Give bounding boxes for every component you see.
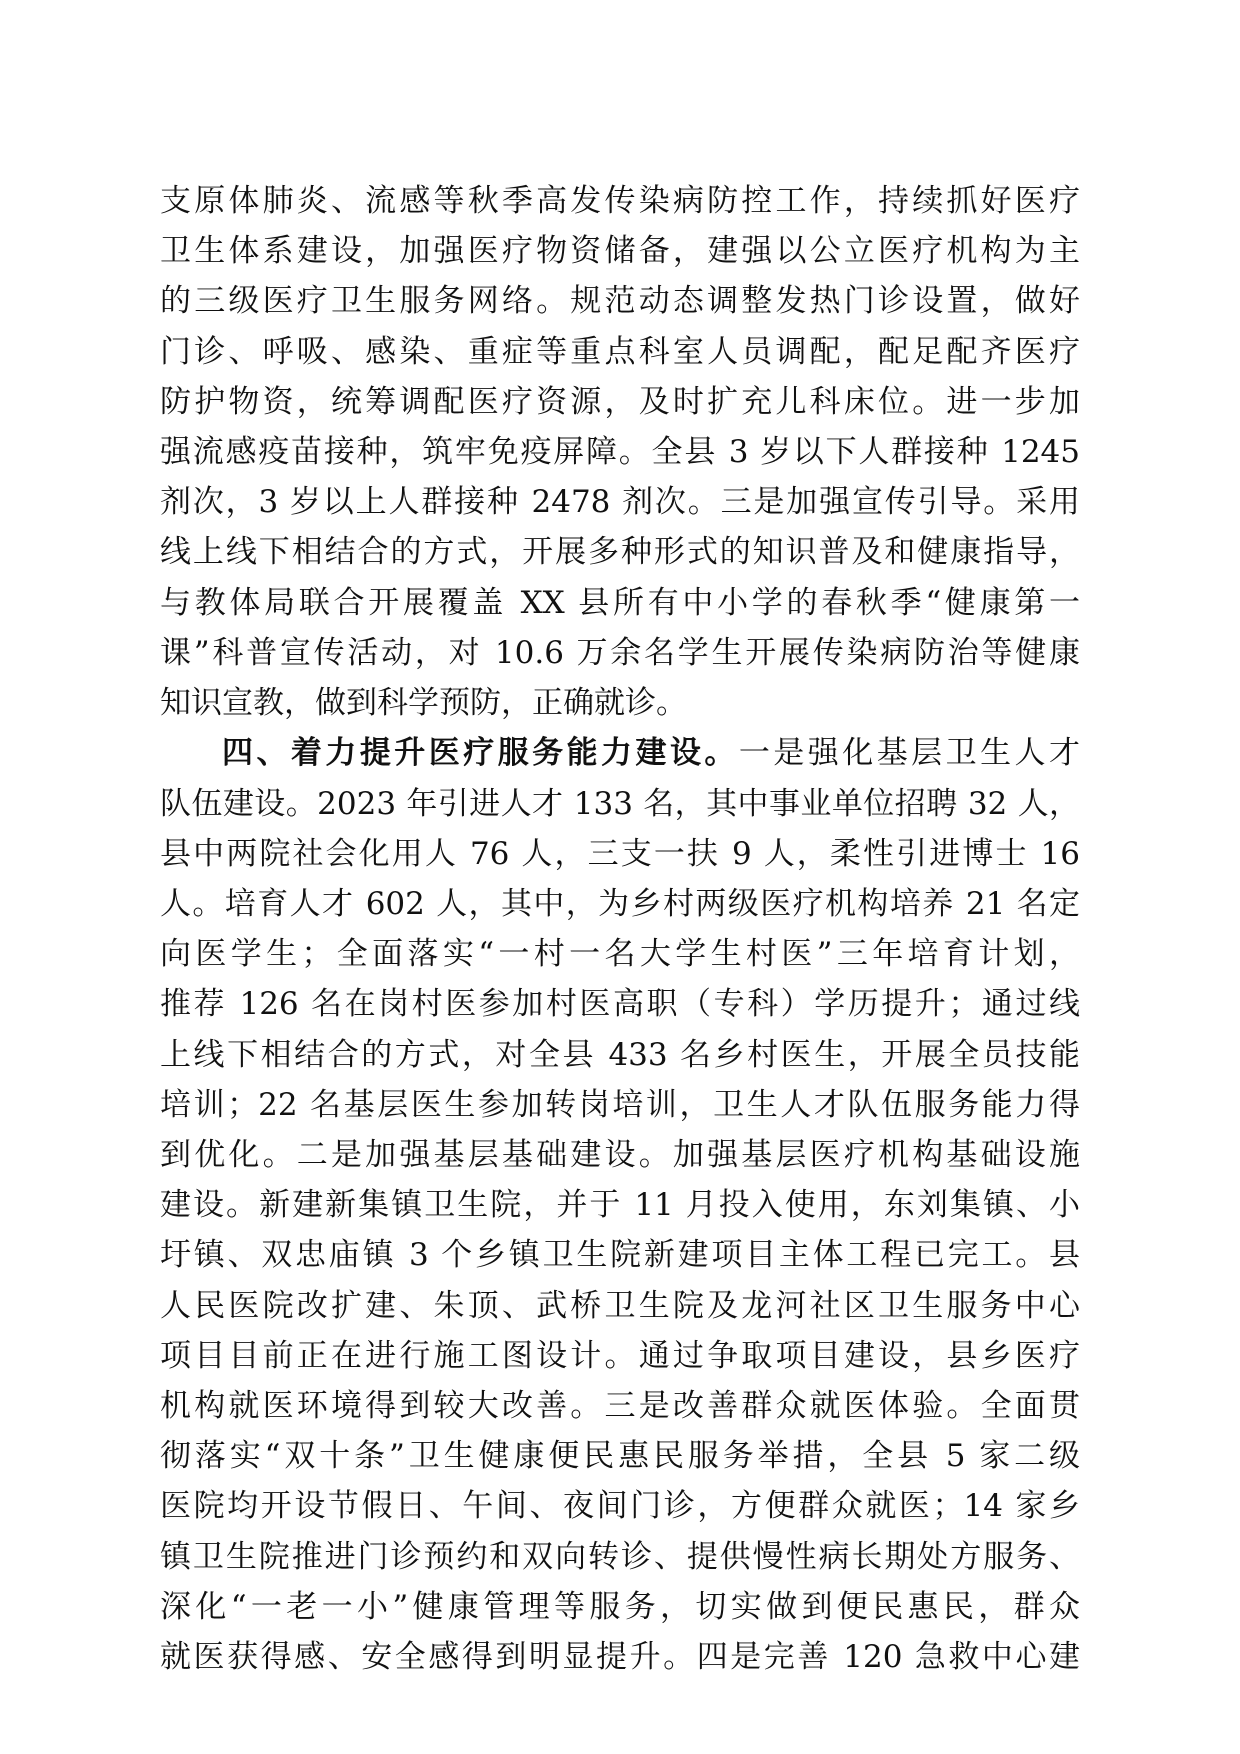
text-line: 支原体肺炎、流感等秋季高发传染病防控工作，持续抓好医疗 [160,183,1080,219]
text-line: 县中两院社会化用人 76 人，三支一扶 9 人，柔性引进博士 16 [160,836,1080,872]
text-line: 镇卫生院推进门诊预约和双向转诊、提供慢性病长期处方服务、 [160,1539,1080,1575]
text-line: 就医获得感、安全感得到明显提升。四是完善 120 急救中心建 [160,1639,1080,1675]
text-segment: 一是强化基层卫生人才 [738,735,1080,771]
text-line: 强流感疫苗接种，筑牢免疫屏障。全县 3 岁以下人群接种 1245 [160,434,1080,470]
text-line: 队伍建设。2023 年引进人才 133 名，其中事业单位招聘 32 人， [160,786,1080,822]
text-line: 向医学生；全面落实“一村一名大学生村医”三年培育计划， [160,936,1080,972]
text-line: 门诊、呼吸、感染、重症等重点科室人员调配，配足配齐医疗 [160,334,1080,370]
text-line: 彻落实“双十条”卫生健康便民惠民服务举措，全县 5 家二级 [160,1438,1080,1474]
text-line: 与教体局联合开展覆盖 XX 县所有中小学的春秋季“健康第一 [160,585,1080,621]
text-line: 机构就医环境得到较大改善。三是改善群众就医体验。全面贯 [160,1388,1080,1424]
text-line: 深化“一老一小”健康管理等服务，切实做到便民惠民，群众 [160,1589,1080,1625]
text-line: 上线下相结合的方式，对全县 433 名乡村医生，开展全员技能 [160,1037,1080,1073]
text-line: 课”科普宣传活动，对 10.6 万余名学生开展传染病防治等健康 [160,635,1080,671]
text-line: 线上线下相结合的方式，开展多种形式的知识普及和健康指导， [160,534,1080,570]
text-line: 培训；22 名基层医生参加转岗培训，卫生人才队伍服务能力得 [160,1087,1080,1123]
text-line: 到优化。二是加强基层基础建设。加强基层医疗机构基础设施 [160,1137,1080,1173]
text-line: 防护物资，统筹调配医疗资源，及时扩充儿科床位。进一步加 [160,384,1080,420]
text-line: 圩镇、双忠庙镇 3 个乡镇卫生院新建项目主体工程已完工。县 [160,1237,1080,1273]
text-line: 剂次，3 岁以上人群接种 2478 剂次。三是加强宣传引导。采用 [160,484,1080,520]
text-line: 建设。新建新集镇卫生院，并于 11 月投入使用，东刘集镇、小 [160,1187,1080,1223]
section-heading: 四、着力提升医疗服务能力建设。 [222,735,739,771]
text-line: 人。培育人才 602 人，其中，为乡村两级医疗机构培养 21 名定 [160,886,1080,922]
text-line: 知识宣教，做到科学预防，正确就诊。 [160,685,687,721]
text-line: 的三级医疗卫生服务网络。规范动态调整发热门诊设置，做好 [160,283,1080,319]
text-line: 医院均开设节假日、午间、夜间门诊，方便群众就医；14 家乡 [160,1488,1080,1524]
text-line: 项目目前正在进行施工图设计。通过争取项目建设，县乡医疗 [160,1338,1080,1374]
text-line: 推荐 126 名在岗村医参加村医高职（专科）学历提升；通过线 [160,986,1080,1022]
text-line: 卫生体系建设，加强医疗物资储备，建强以公立医疗机构为主 [160,233,1080,269]
text-line: 人民医院改扩建、朱顶、武桥卫生院及龙河社区卫生服务中心 [160,1288,1080,1324]
section-heading-line [222,728,1080,778]
